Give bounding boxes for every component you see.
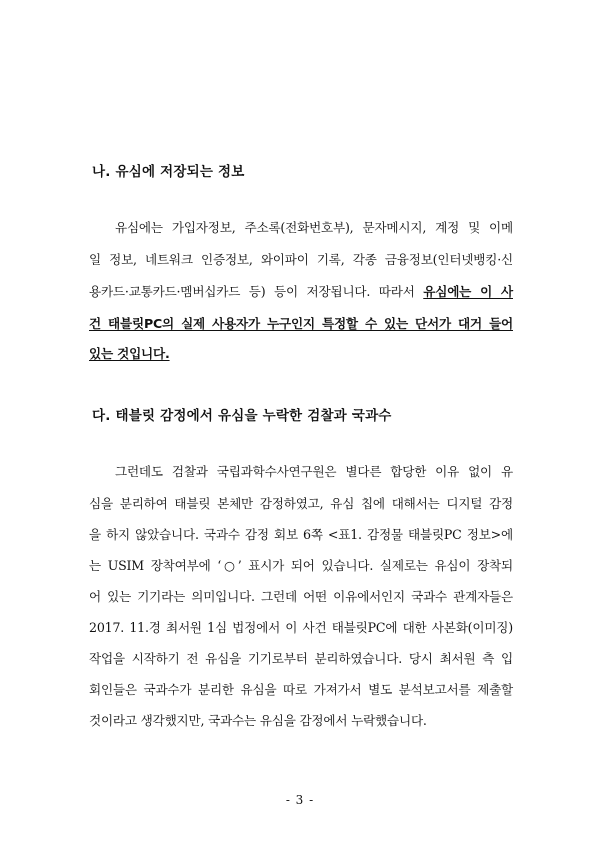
paragraph-line: 작업을 시작하기 전 유심을 기기로부터 분리하였습니다. 당시 최서원 측 입 (89, 651, 513, 666)
paragraph-line: 그런데도 검찰과 국립과학수사연구원은 별다른 합당한 이유 없이 유 (115, 464, 513, 479)
paragraph-text: 용카드·교통카드·멤버십카드 등) 등이 저장됩니다. 따라서 (89, 284, 424, 299)
paragraph-line: 일 정보, 네트워크 인증정보, 와이파이 기록, 각종 금융정보(인터넷뱅킹·신 (89, 252, 513, 267)
section-heading-da: 다. 태블릿 감정에서 유심을 누락한 검찰과 국과수 (92, 408, 392, 424)
paragraph-line: 을 하지 않았습니다. 국과수 감정 회보 6쪽 <표1. 감정물 태블릿PC 정보>에 (89, 527, 513, 542)
paragraph-line: 심을 분리하여 태블릿 본체만 감정하였고, 유심 칩에 대해서는 디지털 감정 (89, 496, 513, 511)
paragraph-line: 어 있는 기기라는 의미입니다. 그런데 어떤 이유에서인지 국과수 관계자들은 (89, 589, 513, 604)
paragraph-line (89, 284, 513, 300)
paragraph-line: 2017. 11.경 최서원 1심 법정에서 이 사건 태블릿PC에 대한 사본화(이미징) (89, 620, 513, 635)
page-number: - 3 - (285, 793, 315, 807)
section-heading-na: 나. 유심에 저장되는 정보 (92, 164, 245, 180)
paragraph-line: 유심에는 가입자정보, 주소록(전화번호부), 문자메시지, 계정 및 이메 (115, 220, 513, 235)
paragraph-line (89, 316, 513, 332)
paragraph-line (89, 346, 513, 362)
paragraph-line: 는 USIM 장착여부에 ‘○’ 표시가 되어 있습니다. 실제로는 유심이 장착되 (89, 558, 513, 573)
paragraph-line: 회인들은 국과수가 분리한 유심을 따로 가져가서 별도 분석보고서를 제출할 (89, 682, 513, 697)
paragraph-line: 것이라고 생각했지만, 국과수는 유심을 감정에서 누락했습니다. (89, 713, 427, 728)
emphasized-text: 건 태블릿PC의 실제 사용자가 누구인지 특정할 수 있는 단서가 대거 들어 (89, 316, 513, 331)
emphasized-text: 있는 것입니다. (89, 346, 170, 361)
emphasized-text: 유심에는 이 사 (423, 284, 513, 299)
